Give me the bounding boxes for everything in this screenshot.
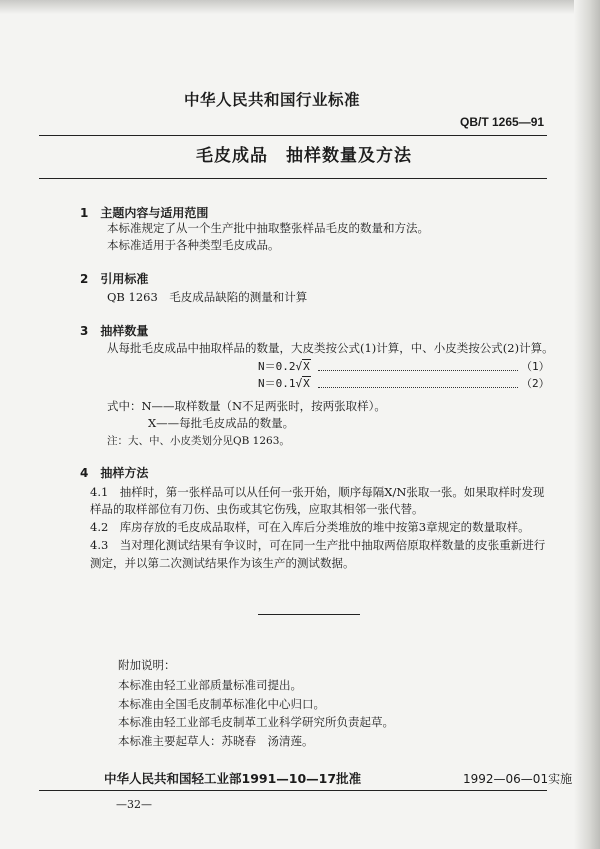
clause-4-1: 4.1 抽样时，第一张样品可以从任何一张开始，顺序每隔X/N张取一张。如果取样时发现 — [90, 485, 545, 499]
section-3-heading: 3 抽样数量 — [80, 324, 149, 338]
approval-info: 中华人民共和国轻工业部1991—10—17批准 — [104, 771, 362, 786]
formula-2-number: （2） — [521, 377, 550, 390]
page-number: —32— — [116, 798, 152, 811]
section-3-note: 注：大、中、小皮类划分见QB 1263。 — [107, 435, 290, 447]
formula-where-1: 式中：N——取样数量（N不足两张时，按两张取样）。 — [107, 399, 386, 413]
sqrt-symbol: √ — [295, 360, 303, 373]
footer-rule — [39, 790, 547, 791]
formula-1-number: （1） — [521, 360, 550, 373]
formula-1 — [258, 361, 311, 372]
section-1-heading: 1 主题内容与适用范围 — [80, 206, 209, 220]
doc-title: 毛皮成品 抽样数量及方法 — [196, 146, 412, 166]
scan-shadow-right — [574, 0, 600, 849]
formula-1-left: N＝0.2 — [258, 360, 296, 373]
formula-2-left: N＝0.1 — [258, 377, 296, 390]
clause-4-1-cont: 样品的取样部位有刀伤、虫伤或其它伤残，应取其相邻一张代替。 — [90, 502, 424, 516]
standard-code: QB/T 1265—91 — [460, 115, 545, 129]
formula-where-2: X——每批毛皮成品的数量。 — [148, 416, 295, 430]
additional-line: 本标准由轻工业部毛皮制革工业科学研究所负责起草。 — [118, 715, 394, 729]
end-rule — [258, 614, 360, 615]
section-4-heading: 4 抽样方法 — [80, 466, 149, 480]
additional-line: 本标准由全国毛皮制革标准化中心归口。 — [118, 697, 325, 711]
additional-heading: 附加说明： — [118, 658, 176, 672]
header-rule-top — [39, 135, 547, 136]
section-1-paragraph: 本标准规定了从一个生产批中抽取整张样品毛皮的数量和方法。 — [107, 221, 429, 235]
implementation-date: 1992—06—01实施 — [463, 772, 573, 786]
section-3-paragraph: 从每批毛皮成品中抽取样品的数量，大皮类按公式(1)计算，中、小皮类按公式(2)计算。 — [107, 341, 554, 355]
scan-shadow-top — [0, 0, 600, 14]
clause-4-3-cont: 测定，并以第二次测试结果作为该生产的测试数据。 — [90, 556, 355, 570]
formula-1-leader — [318, 370, 518, 371]
clause-4-2: 4.2 库房存放的毛皮成品取样，可在入库后分类堆放的堆中按第3章规定的数量取样。 — [90, 520, 530, 534]
header-rule-bottom — [39, 178, 547, 179]
section-2-reference: QB 1263 毛皮成品缺陷的测量和计算 — [107, 290, 308, 304]
additional-line: 本标准主要起草人：苏晓春 汤清莲。 — [118, 734, 314, 748]
formula-2-leader — [318, 387, 518, 388]
formula-2-x: X — [303, 377, 310, 390]
additional-line: 本标准由轻工业部质量标准司提出。 — [118, 678, 302, 692]
section-2-heading: 2 引用标准 — [80, 272, 149, 286]
sqrt-symbol: √ — [295, 377, 303, 390]
standard-title: 中华人民共和国行业标准 — [184, 91, 361, 109]
section-1-paragraph: 本标准适用于各种类型毛皮成品。 — [107, 238, 280, 252]
formula-2 — [258, 378, 311, 389]
clause-4-3: 4.3 当对理化测试结果有争议时，可在同一生产批中抽取两倍原取样数量的皮张重新进行 — [90, 538, 546, 552]
formula-1-x: X — [303, 360, 310, 373]
